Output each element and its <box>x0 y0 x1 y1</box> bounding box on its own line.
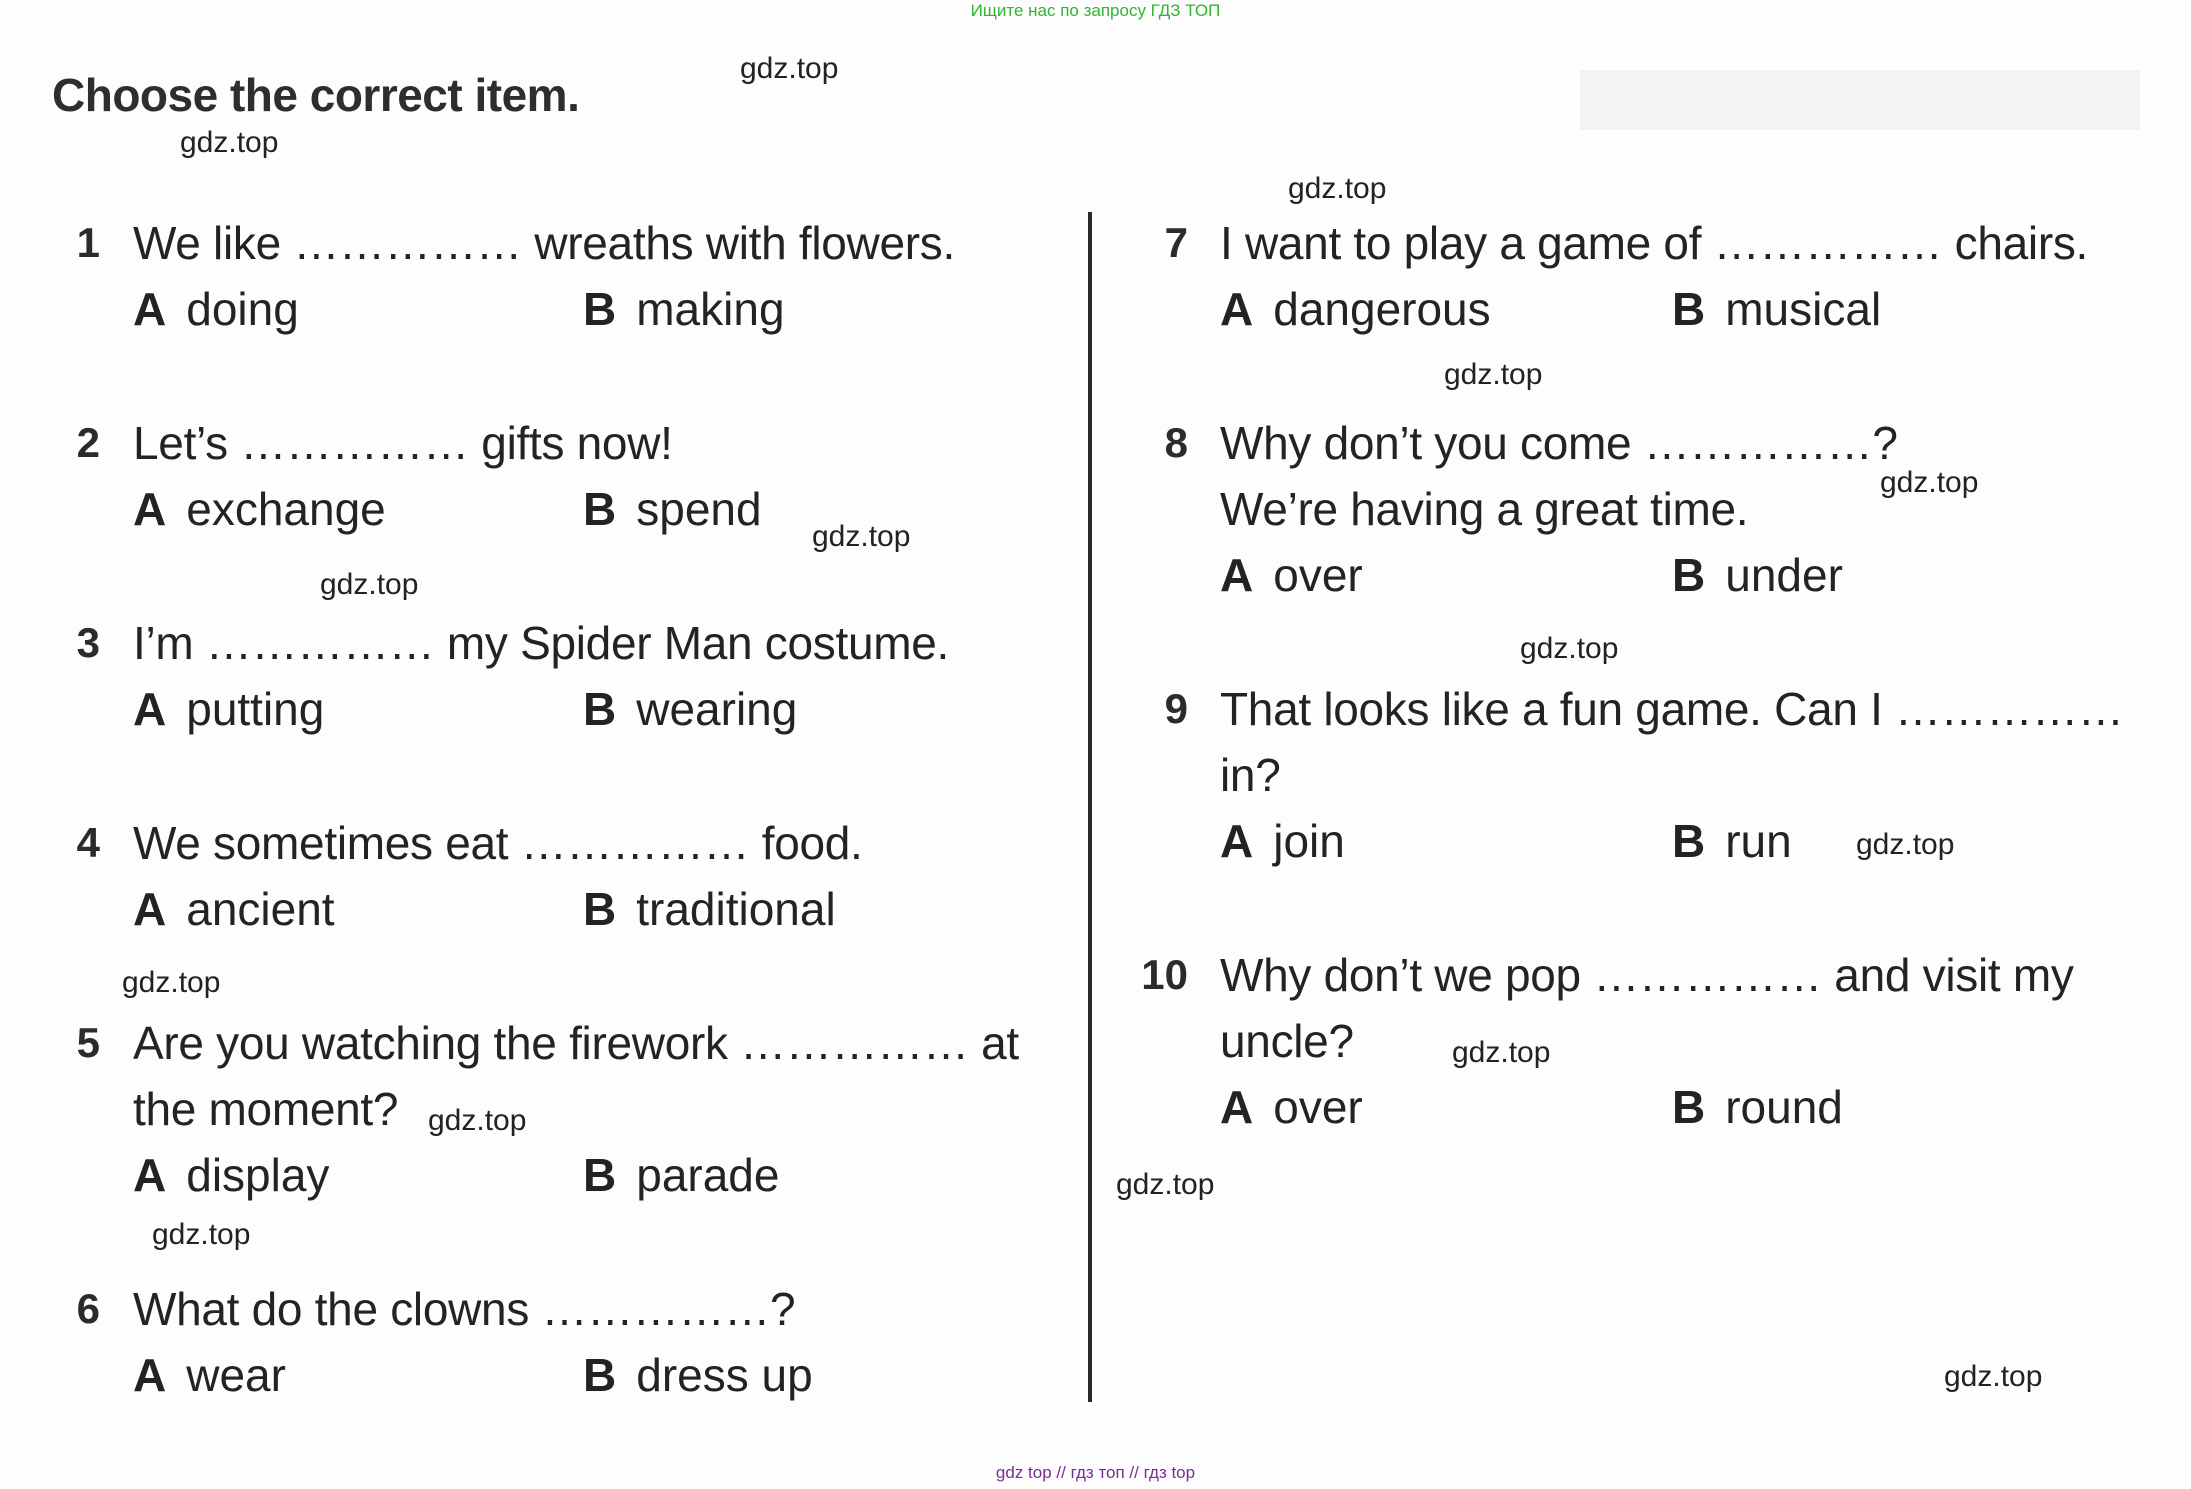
option-text: wear <box>186 1349 286 1401</box>
option-letter: B <box>1672 1081 1706 1133</box>
option-a[interactable] <box>1220 1074 1363 1140</box>
watermark-text: gdz.top <box>320 568 419 601</box>
option-text: musical <box>1725 283 1882 335</box>
option-text: over <box>1273 549 1363 601</box>
watermark-text: gdz.top <box>122 966 221 999</box>
option-text: under <box>1725 549 1843 601</box>
option-letter: B <box>583 1149 617 1201</box>
option-letter: A <box>133 1149 167 1201</box>
question-text: uncle? <box>1220 1015 1354 1067</box>
column-divider <box>1088 212 1092 1402</box>
option-text: display <box>186 1149 330 1201</box>
question-number: 4 <box>76 819 100 866</box>
option-a[interactable] <box>133 476 386 542</box>
option-text: round <box>1725 1081 1843 1133</box>
option-letter: B <box>1672 283 1706 335</box>
option-a[interactable] <box>133 676 324 742</box>
option-a[interactable] <box>133 1342 286 1408</box>
option-text: traditional <box>636 883 836 935</box>
watermark-text: gdz.top <box>428 1104 527 1137</box>
question-number: 6 <box>76 1285 100 1332</box>
question-number: 3 <box>76 619 100 666</box>
option-letter: A <box>133 283 167 335</box>
option-text: ancient <box>186 883 335 935</box>
watermark-text: gdz.top <box>1116 1168 1215 1201</box>
bleed-through-shadow <box>1580 70 2140 130</box>
option-b[interactable] <box>1672 1074 1843 1140</box>
option-text: putting <box>186 683 325 735</box>
option-text: doing <box>186 283 299 335</box>
option-b[interactable] <box>583 1142 779 1208</box>
option-letter: B <box>583 683 617 735</box>
option-text: wearing <box>636 683 798 735</box>
question-text: Are you watching the firework …………… at <box>133 1017 1019 1069</box>
option-letter: A <box>133 483 167 535</box>
question-text: We’re having a great time. <box>1220 483 1749 535</box>
option-letter: B <box>583 283 617 335</box>
option-a[interactable] <box>1220 542 1363 608</box>
option-letter: A <box>1220 549 1254 601</box>
option-letter: A <box>1220 1081 1254 1133</box>
question-number: 10 <box>1141 951 1188 998</box>
question-number: 7 <box>1164 219 1188 266</box>
watermark-text: gdz.top <box>1444 358 1543 391</box>
watermark-text: gdz.top <box>1520 632 1619 665</box>
watermark-text: gdz.top <box>1880 466 1979 499</box>
option-text: dangerous <box>1273 283 1491 335</box>
option-letter: A <box>133 883 167 935</box>
question-text: I want to play a game of …………… chairs. <box>1220 217 2089 269</box>
option-letter: B <box>1672 549 1706 601</box>
option-a[interactable] <box>1220 276 1491 342</box>
option-letter: A <box>1220 815 1254 867</box>
bottom-banner[interactable]: gdz top // гдз топ // гдз top <box>995 1463 1196 1482</box>
option-text: parade <box>636 1149 780 1201</box>
option-b[interactable] <box>1672 808 1792 874</box>
option-text: over <box>1273 1081 1363 1133</box>
question-text: Why don’t you come ……………? <box>1220 417 1898 469</box>
question-text: the moment? <box>133 1083 399 1135</box>
option-b[interactable] <box>583 476 762 542</box>
question-number: 5 <box>76 1019 100 1066</box>
option-b[interactable] <box>1672 276 1881 342</box>
option-b[interactable] <box>583 676 797 742</box>
option-a[interactable] <box>133 876 335 942</box>
exercise-heading: Choose the correct item. <box>52 69 580 121</box>
question-number: 2 <box>76 419 100 466</box>
question-number: 9 <box>1164 685 1188 732</box>
option-b[interactable] <box>583 276 785 342</box>
option-text: join <box>1273 815 1345 867</box>
option-text: exchange <box>186 483 386 535</box>
option-a[interactable] <box>133 276 299 342</box>
option-a[interactable] <box>133 1142 329 1208</box>
watermark-text: gdz.top <box>1452 1036 1551 1069</box>
option-b[interactable] <box>583 1342 813 1408</box>
question-text: Let’s …………… gifts now! <box>133 417 673 469</box>
watermark-text: gdz.top <box>1944 1360 2043 1393</box>
option-letter: A <box>133 683 167 735</box>
option-b[interactable] <box>1672 542 1843 608</box>
question-text: What do the clowns ……………? <box>133 1283 796 1335</box>
question-text: in? <box>1220 749 1281 801</box>
question-number: 1 <box>76 219 100 266</box>
option-letter: B <box>583 883 617 935</box>
option-letter: B <box>583 1349 617 1401</box>
question-text: We like …………… wreaths with flowers. <box>133 217 955 269</box>
option-letter: A <box>133 1349 167 1401</box>
watermark-text: gdz.top <box>740 52 839 85</box>
option-letter: A <box>1220 283 1254 335</box>
watermark-text: gdz.top <box>1856 828 1955 861</box>
watermark-text: gdz.top <box>152 1218 251 1251</box>
question-text: I’m …………… my Spider Man costume. <box>133 617 950 669</box>
watermark-text: gdz.top <box>812 520 911 553</box>
top-banner[interactable]: Ищите нас по запросу ГДЗ ТОП <box>970 1 1221 20</box>
option-text: spend <box>636 483 762 535</box>
watermark-text: gdz.top <box>1288 172 1387 205</box>
question-text: We sometimes eat …………… food. <box>133 817 863 869</box>
question-text: That looks like a fun game. Can I …………… <box>1220 683 2124 735</box>
question-text: Why don’t we pop …………… and visit my <box>1220 949 2074 1001</box>
option-letter: B <box>1672 815 1706 867</box>
question-number: 8 <box>1164 419 1188 466</box>
option-b[interactable] <box>583 876 836 942</box>
option-text: dress up <box>636 1349 813 1401</box>
option-a[interactable] <box>1220 808 1345 874</box>
option-text: making <box>636 283 785 335</box>
option-text: run <box>1725 815 1792 867</box>
watermark-text: gdz.top <box>180 126 279 159</box>
option-letter: B <box>583 483 617 535</box>
